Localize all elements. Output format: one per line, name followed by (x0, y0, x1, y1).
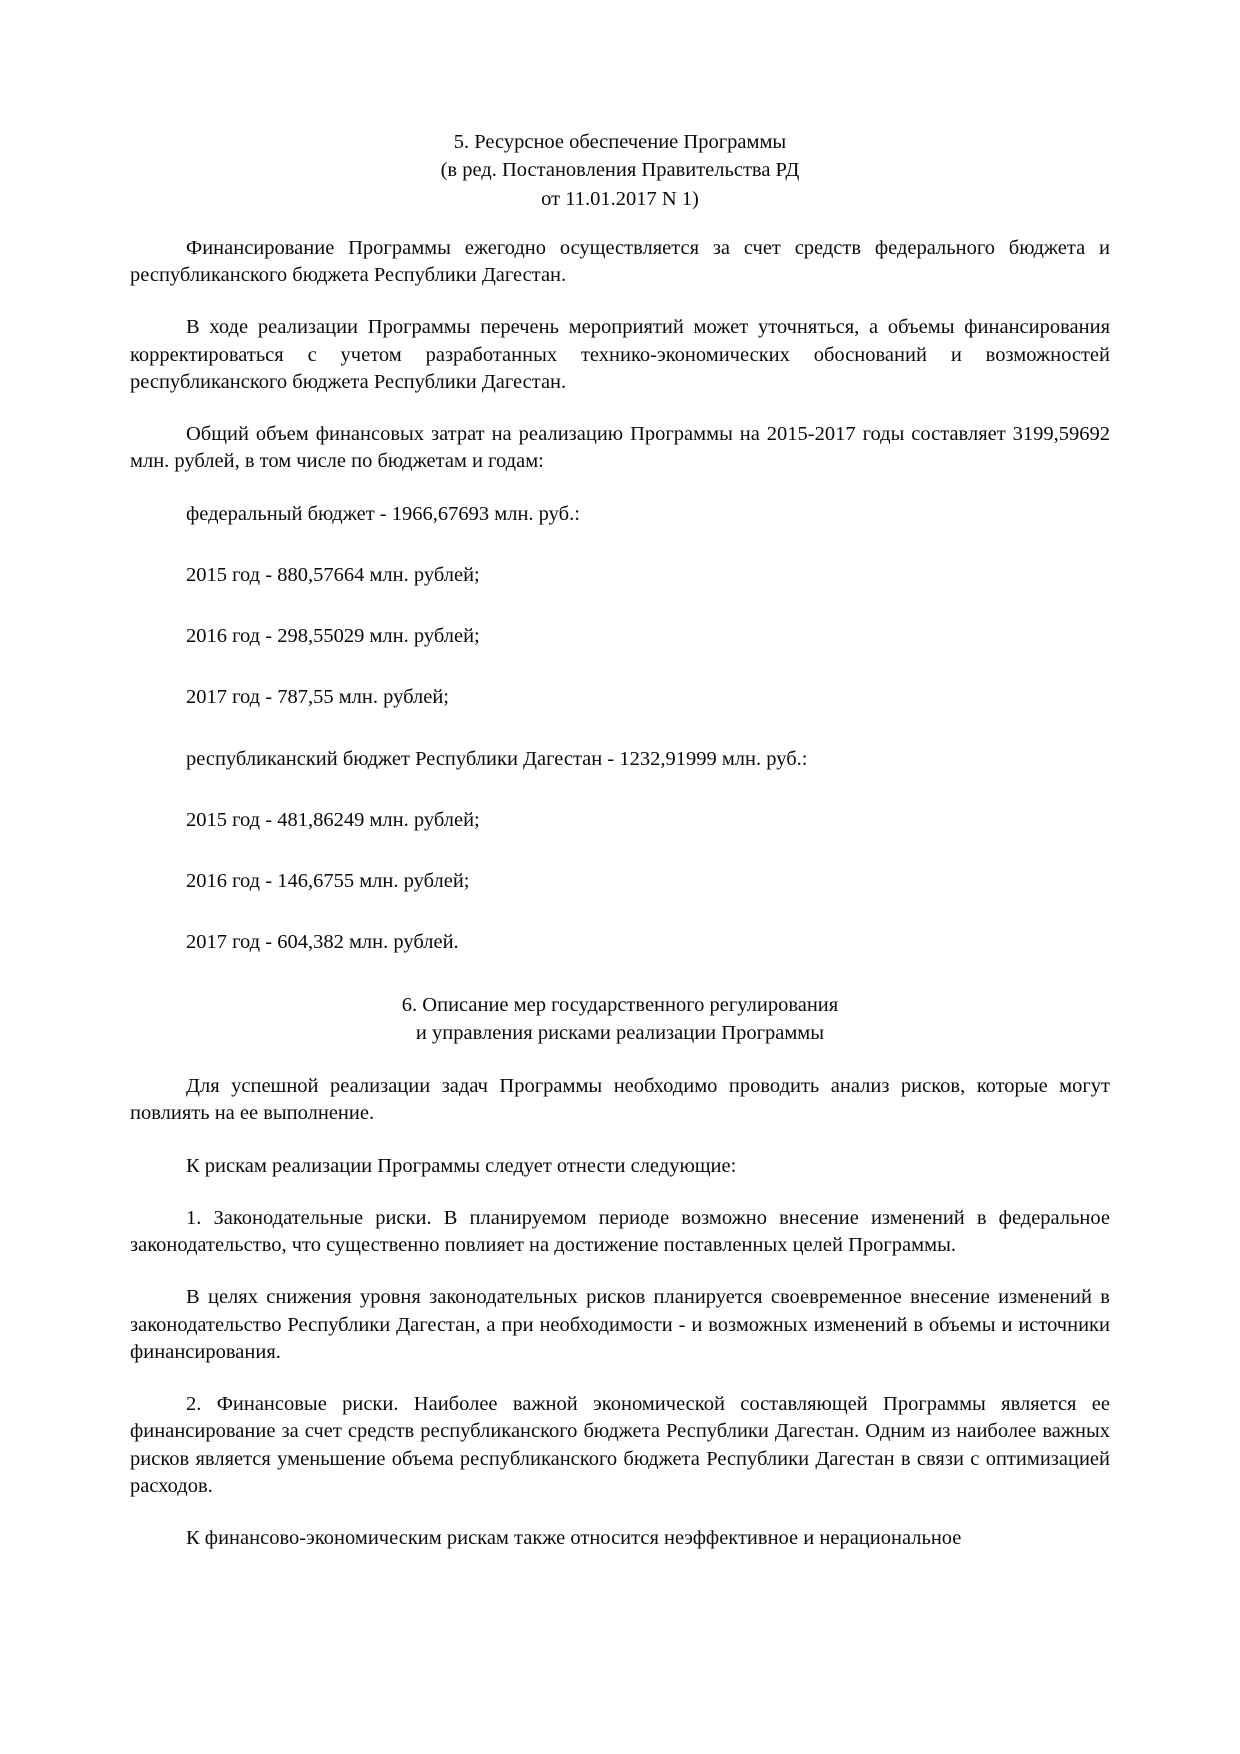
section-five-heading (130, 128, 1110, 213)
section-five-heading-line-3: от 11.01.2017 N 1) (541, 187, 699, 210)
paragraph-risk-legislative: 1. Законодательные риски. В планируемом периоде возможно внесение изменений в федеральное законодательство, что существенно повлияет на достижение поставленных целей Программы. (130, 1206, 1110, 1257)
funding-item-federal-2016: 2016 год - 298,55029 млн. рублей; (186, 625, 480, 648)
funding-item-republican-2017: 2017 год - 604,382 млн. рублей. (186, 931, 459, 954)
document-body (130, 128, 1110, 1552)
paragraph-risk-list-intro: К рискам реализации Программы следует отнести следующие: (186, 1154, 737, 1177)
paragraph-risk-financial: 2. Финансовые риски. Наиболее важной экономической составляющей Программы является ее финансирование за счет средств республиканского бюджета Республики Дагестан. Одним из наиболее важных рисков является уменьшение объема республиканского бюджета Республики Дагестан в связи с оптимизацией расходов. (130, 1393, 1110, 1497)
funding-item-federal-2017: 2017 год - 787,55 млн. рублей; (186, 686, 449, 709)
section-five-heading-line-1: 5. Ресурсное обеспечение Программы (453, 131, 787, 153)
section-six-heading (130, 991, 1110, 1048)
funding-item-federal-total: федеральный бюджет - 1966,67693 млн. руб.: (186, 502, 580, 525)
section-six-heading-line-1: 6. Описание мер государственного регулирования (401, 993, 839, 1016)
paragraph-total-costs: Общий объем финансовых затрат на реализацию Программы на 2015-2017 годы составляет 3199,59692 млн. рублей, в том числе по бюджетам и годам: (130, 423, 1110, 473)
paragraph-risk-legislative-mitigation: В целях снижения уровня законодательных рисков планируется своевременное внесение изменений в законодательство Республики Дагестан, а при необходимости - и возможных изменений в объемы и источники финансирования. (130, 1286, 1110, 1363)
section-five-heading-line-2: (в ред. Постановления Правительства РД (440, 159, 800, 182)
funding-item-republican-total: республиканский бюджет Республики Дагестан - 1232,91999 млн. руб.: (186, 747, 808, 770)
funding-item-republican-2016: 2016 год - 146,6755 млн. рублей; (186, 870, 470, 893)
paragraph-risk-analysis-need: Для успешной реализации задач Программы необходимо проводить анализ рисков, которые могут повлиять на ее выполнение. (130, 1075, 1110, 1125)
funding-breakdown-list (130, 501, 1110, 957)
paragraph-implementation-adjustments: В ходе реализации Программы перечень мероприятий может уточняться, а объемы финансирования корректироваться с учетом разработанных технико-экономических обоснований и возможностей республиканского бюджета Республики Дагестан. (130, 316, 1110, 393)
paragraph-funding-sources: Финансирование Программы ежегодно осуществляется за счет средств федерального бюджета и республиканского бюджета Республики Дагестан. (130, 236, 1110, 287)
funding-item-republican-2015: 2015 год - 481,86249 млн. рублей; (186, 808, 480, 831)
paragraph-risk-financial-economic-continued: К финансово-экономическим рискам также относится неэффективное и нерациональное (186, 1527, 962, 1550)
funding-item-federal-2015: 2015 год - 880,57664 млн. рублей; (186, 563, 480, 586)
section-six-heading-line-2: и управления рисками реализации Программы (415, 1021, 825, 1044)
